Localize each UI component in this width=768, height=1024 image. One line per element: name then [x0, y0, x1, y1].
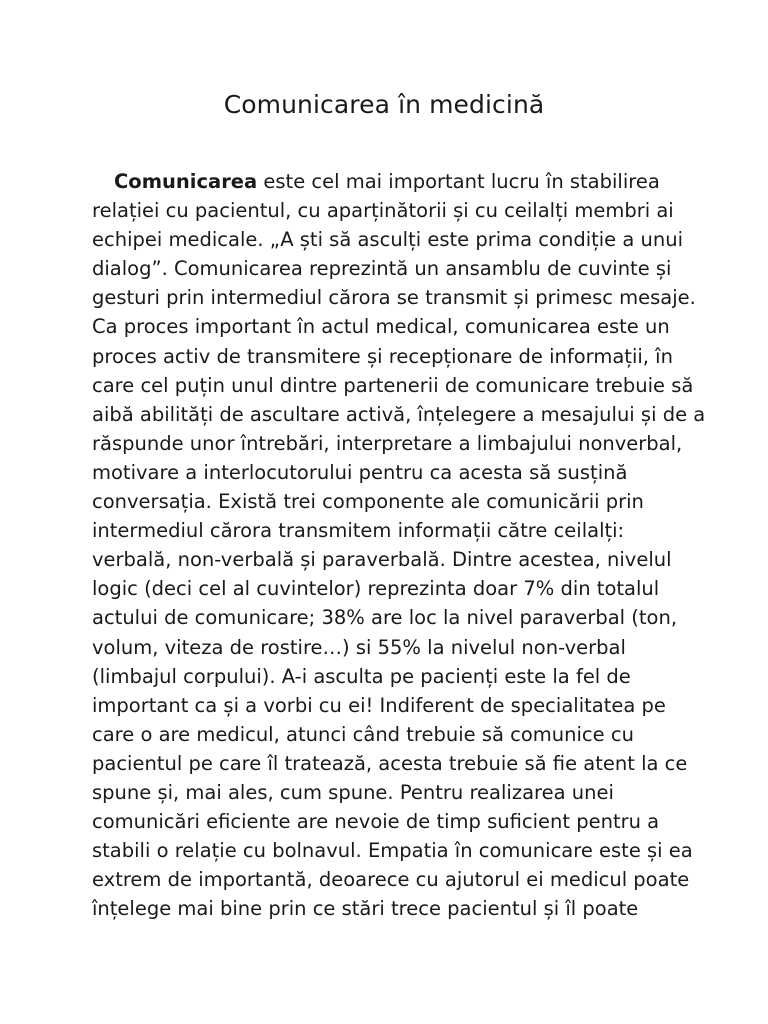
- lead-word: Comunicarea: [114, 170, 258, 193]
- paragraph-line: stabili o relație cu bolnavul. Empatia în comunicare este și ea: [92, 839, 693, 863]
- paragraph-line: proces activ de transmitere și recepționare de informații, în: [92, 344, 673, 368]
- document-title: Comunicarea în medicină: [223, 90, 545, 119]
- paragraph-line: motivare a interlocutorului pentru ca acesta să susțină: [92, 460, 628, 484]
- paragraph-line: extrem de importantă, deoarece cu ajutorul ei medicul poate: [92, 868, 690, 892]
- paragraph-line: (limbajul corpului). A-i asculta pe pacienți este la fel de: [92, 664, 631, 688]
- paragraph-line: comunicări eficiente are nevoie de timp suficient pentru a: [92, 810, 660, 834]
- paragraph-line: care o are medicul, atunci când trebuie să comunice cu: [92, 722, 634, 746]
- paragraph-line: intermediul cărora transmitem informații către ceilalți:: [92, 519, 625, 543]
- paragraph-line: verbală, non-verbală și paraverbală. Dintre acestea, nivelul: [92, 548, 672, 572]
- paragraph-line: conversația. Există trei componente ale comunicării prin: [92, 490, 644, 514]
- paragraph-line: spune și, mai ales, cum spune. Pentru realizarea unei: [92, 780, 614, 804]
- paragraph-line: dialog”. Comunicarea reprezintă un ansamblu de cuvinte și: [92, 257, 672, 281]
- paragraph-line: aibă abilități de ascultare activă, înțelegere a mesajului și de a: [92, 402, 706, 426]
- paragraph-line: Ca proces important în actul medical, comunicarea este un: [92, 315, 670, 339]
- paragraph-line: care cel puțin unul dintre partenerii de comunicare trebuie să: [92, 373, 694, 397]
- paragraph-line: pacientul pe care îl tratează, acesta trebuie să fie atent la ce: [92, 751, 688, 775]
- paragraph-line: înțelege mai bine prin ce stări trece pacientul și îl poate: [92, 897, 639, 921]
- paragraph-line: echipei medicale. „A ști să asculți este prima condiție a unui: [92, 228, 684, 252]
- paragraph-line: volum, viteza de rostire…) si 55% la nivelul non-verbal: [92, 635, 626, 659]
- paragraph-line: gesturi prin intermediul cărora se transmit și primesc mesaje.: [92, 286, 696, 310]
- line-text: este cel mai important lucru în stabilirea: [257, 170, 660, 193]
- paragraph-line: logic (deci cel al cuvintelor) reprezinta doar 7% din totalul: [92, 577, 660, 601]
- paragraph-line: relației cu pacientul, cu aparținătorii și cu ceilalți membri ai: [92, 199, 674, 223]
- paragraph-line: important ca și a vorbi cu ei! Indiferent de specialitatea pe: [92, 693, 666, 717]
- paragraph-line: actului de comunicare; 38% are loc la nivel paraverbal (ton,: [92, 606, 678, 630]
- paragraph-line: [92, 167, 676, 196]
- paragraph-line: răspunde unor întrebări, interpretare a limbajului nonverbal,: [92, 431, 683, 455]
- body-paragraph: [92, 167, 706, 923]
